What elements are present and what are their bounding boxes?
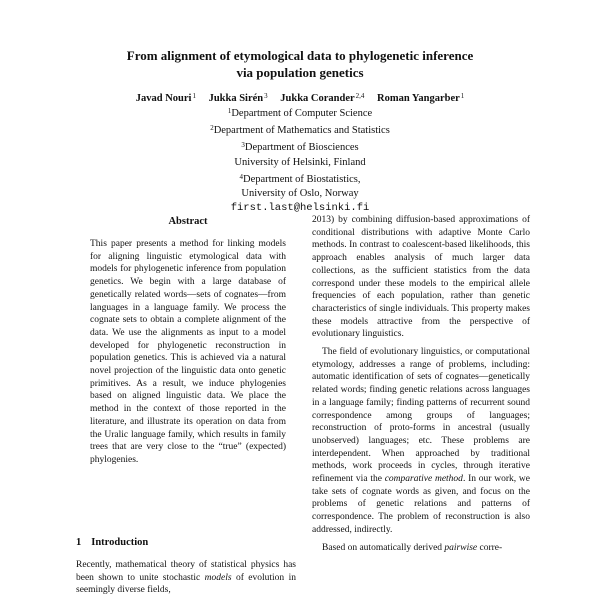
affiliation-name: Department of Mathematics and Statistics xyxy=(213,125,390,137)
affiliation xyxy=(0,121,600,138)
section-heading-introduction xyxy=(76,536,296,550)
author xyxy=(136,93,196,104)
text-run: of evolution in seemingly diverse fields, xyxy=(76,572,296,596)
text-run: corre- xyxy=(477,542,503,553)
university-oslo: University of Oslo, Norway xyxy=(241,188,359,200)
author-name: Jukka Corander xyxy=(280,93,355,104)
paragraph xyxy=(312,542,530,555)
affiliation xyxy=(0,138,600,155)
paragraph: 2013) by combining diffusion-based approximations of conditional distributions with adaptive Monte Carlo methods. In contrast to coalescent-based likelihoods, this approach enables analysis of much larger data collections, as the sufficient statistics from the data correspond under these models to the empirical allele frequencies of each population, rather than genetic characteristics of single individuals. This property makes these models attractive from the perspective of evolutionary linguistics. xyxy=(312,215,530,340)
emphasis: pairwise xyxy=(444,542,478,553)
author-name: Jukka Sirén xyxy=(208,93,264,104)
text-run: Based on automatically derived xyxy=(322,542,445,553)
author-name: Roman Yangarber xyxy=(377,93,460,104)
text-run: The field of evolutionary linguistics, or computational etymology, addresses a range of problems, including: automatic identification of sets of cognates—genetically related words; finding genetic relations across languages in a language family; finding patterns of recurrent sound correspondence among groups of languages; reconstruction of proto-forms in ancestral (usually unobserved) languages; etc. These problems are interdependent. When approached by traditional methods, work proceeds in cycles, through iterative refinement via the xyxy=(312,347,530,485)
contact-email: first.last@helsinki.fi xyxy=(230,202,370,215)
introduction-paragraph xyxy=(76,559,296,597)
affiliation-name: Department of Computer Science xyxy=(231,108,373,119)
abstract-heading: Abstract xyxy=(168,216,208,227)
paper-title-line-2: via population genetics xyxy=(236,65,364,80)
university-helsinki: University of Helsinki, Finland xyxy=(234,156,366,168)
affiliation-name: Department of Biostatistics, xyxy=(242,173,361,185)
affiliation xyxy=(0,170,600,187)
author-affiliation-mark: 2,4 xyxy=(355,92,365,100)
emphasis: models xyxy=(204,572,232,583)
author xyxy=(377,93,464,104)
affiliation xyxy=(0,104,600,121)
emphasis: comparative method xyxy=(384,474,463,485)
author-affiliation-mark: 3 xyxy=(264,92,268,100)
affiliations xyxy=(0,104,600,215)
affiliation-mark: 3 xyxy=(241,141,245,150)
section-title: Introduction xyxy=(91,537,149,548)
author xyxy=(209,93,268,104)
text-run: . In our work, we take sets of cognate words as given, and focus on the problems of genetic relations and patterns of correspondence. The problem of reconstruction is also addressed, indirectly. xyxy=(312,474,530,535)
paper-title-line-1: From alignment of etymological data to phylogenetic inference xyxy=(126,48,474,63)
paragraph xyxy=(312,346,530,537)
abstract-text: This paper presents a method for linking models for aligning linguistic etymological data with models for phylogenetic inference from population genetics. We begin with a large database of genetically related words—sets of cognates—from languages in a language family. We process the cognate sets to obtain a complete alignment of the data. We use the alignments as input to a model developed for phylogenetic reconstruction in population genetics. This is achieved via a natural novel projection of the linguistic data onto genetic primitives. As a result, we induce phylogenies based on aligned linguistic data. We place the method in the context of those reported in the literature, and illustrate its operation on data from the Uralic language family, which results in family trees that are very close to the “true” (expected) phylogenies. xyxy=(90,239,286,465)
affiliation-name: Department of Biosciences xyxy=(244,142,359,154)
section-number: 1 xyxy=(76,537,82,548)
text-run: Recently, mathematical theory of statistical physics has been shown to unite stochastic xyxy=(76,560,296,583)
affiliation-mark: 4 xyxy=(239,172,243,181)
author-name: Javad Nouri xyxy=(135,93,192,104)
author xyxy=(280,93,364,104)
affiliation-mark: 1 xyxy=(227,107,232,115)
author-affiliation-mark: 1 xyxy=(192,92,196,100)
author-affiliation-mark: 1 xyxy=(460,92,465,100)
right-column xyxy=(312,214,530,559)
affiliation-mark: 2 xyxy=(210,124,214,133)
